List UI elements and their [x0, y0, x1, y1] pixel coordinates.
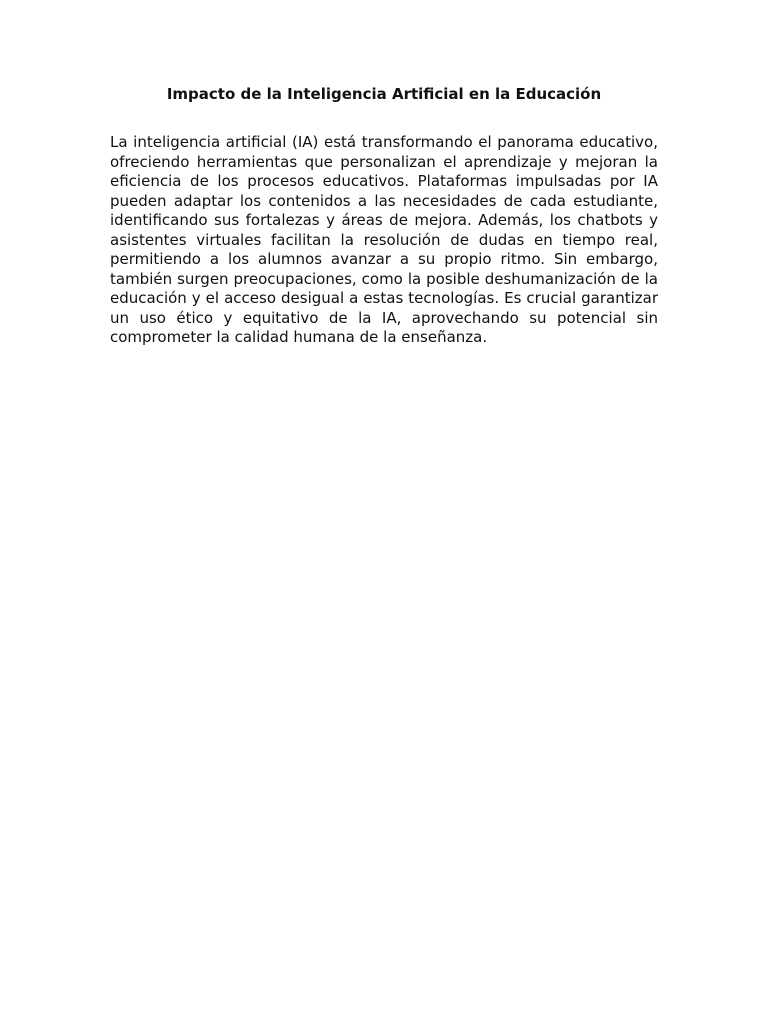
document-title: Impacto de la Inteligencia Artificial en la Educación: [166, 85, 602, 103]
document-paragraph: La inteligencia artificial (IA) está transformando el panorama educativo, ofreciendo herramientas que personalizan el aprendizaje y mejoran la eficiencia de los procesos educativos. Plataformas impulsadas por IA pueden adaptar los contenidos a las necesidades de cada estudiante, identificando sus fortalezas y áreas de mejora. Además, los chatbots y asistentes virtuales facilitan la resolución de dudas en tiempo real, permitiendo a los alumnos avanzar a su propio ritmo. Sin embargo, también surgen preocupaciones, como la posible deshumanización de la educación y el acceso desigual a estas tecnologías. Es crucial garantizar un uso ético y equitativo de la IA, aprovechando su potencial sin comprometer la calidad humana de la enseñanza.: [110, 133, 658, 346]
